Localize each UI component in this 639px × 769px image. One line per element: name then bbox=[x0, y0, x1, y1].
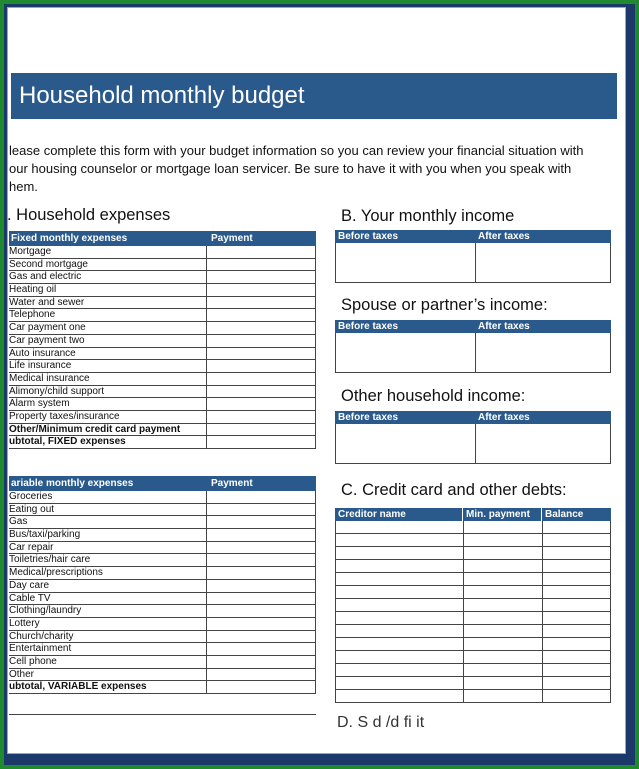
table-row bbox=[9, 529, 316, 542]
payment-cell[interactable] bbox=[207, 284, 316, 296]
expense-label: Eating out bbox=[9, 504, 207, 516]
table-row bbox=[9, 335, 316, 348]
balance-cell[interactable] bbox=[543, 612, 610, 624]
payment-cell[interactable] bbox=[207, 246, 316, 258]
header-payment: Payment bbox=[211, 478, 253, 489]
creditor-name-cell[interactable] bbox=[336, 625, 464, 637]
table-row bbox=[9, 398, 316, 411]
min-payment-cell[interactable] bbox=[464, 560, 543, 572]
monthly-income-table bbox=[335, 230, 611, 283]
balance-cell[interactable] bbox=[543, 677, 610, 689]
expense-label: Entertainment bbox=[9, 643, 207, 655]
min-payment-cell[interactable] bbox=[464, 612, 543, 624]
expense-label: Alarm system bbox=[9, 398, 207, 410]
table-row-bold bbox=[9, 681, 316, 694]
section-b-heading: B. Your monthly income bbox=[341, 207, 515, 225]
table-row-bold bbox=[9, 424, 316, 437]
after-taxes-cell[interactable] bbox=[476, 243, 610, 282]
payment-cell[interactable] bbox=[207, 335, 316, 347]
header-before-taxes: Before taxes bbox=[338, 321, 399, 332]
payment-cell[interactable] bbox=[207, 424, 316, 436]
page-title: Household monthly budget bbox=[19, 82, 305, 109]
payment-cell[interactable] bbox=[207, 373, 316, 385]
table-row-bold bbox=[9, 436, 316, 449]
table-row bbox=[335, 560, 611, 573]
balance-cell[interactable] bbox=[543, 638, 610, 650]
expense-label: Telephone bbox=[9, 309, 207, 321]
expense-label: ubtotal, FIXED expenses bbox=[9, 436, 207, 448]
section-d-heading-partial: D. S d /d fi it bbox=[337, 714, 425, 731]
variable-expenses-table bbox=[9, 476, 316, 694]
table-row bbox=[9, 643, 316, 656]
table-row bbox=[9, 246, 316, 259]
table-row bbox=[9, 618, 316, 631]
after-taxes-cell[interactable] bbox=[476, 424, 610, 463]
expense-label: Car payment one bbox=[9, 322, 207, 334]
creditor-name-cell[interactable] bbox=[336, 677, 464, 689]
creditor-name-cell[interactable] bbox=[336, 599, 464, 611]
other-income-table bbox=[335, 411, 611, 464]
table-row bbox=[9, 259, 316, 272]
payment-cell[interactable] bbox=[207, 580, 316, 592]
expense-label: Gas and electric bbox=[9, 271, 207, 283]
balance-cell[interactable] bbox=[543, 586, 610, 598]
payment-cell[interactable] bbox=[207, 529, 316, 541]
creditor-name-cell[interactable] bbox=[336, 651, 464, 663]
payment-cell[interactable] bbox=[207, 491, 316, 503]
table-row bbox=[9, 669, 316, 682]
table-row bbox=[9, 360, 316, 373]
expense-label: Car repair bbox=[9, 542, 207, 554]
other-income-heading: Other household income: bbox=[341, 387, 526, 405]
expense-label: Heating oil bbox=[9, 284, 207, 296]
table-row bbox=[9, 656, 316, 669]
table-row bbox=[9, 309, 316, 322]
header-payment: Payment bbox=[211, 233, 253, 244]
min-payment-cell[interactable] bbox=[464, 599, 543, 611]
min-payment-cell[interactable] bbox=[464, 573, 543, 585]
header-before-taxes: Before taxes bbox=[338, 231, 399, 242]
table-header bbox=[9, 476, 316, 491]
creditor-name-cell[interactable] bbox=[336, 612, 464, 624]
creditor-name-cell[interactable] bbox=[336, 521, 464, 533]
before-taxes-cell[interactable] bbox=[336, 424, 476, 463]
creditor-name-cell[interactable] bbox=[336, 638, 464, 650]
table-row bbox=[335, 586, 611, 599]
table-row bbox=[9, 605, 316, 618]
payment-cell[interactable] bbox=[207, 593, 316, 605]
payment-cell[interactable] bbox=[207, 348, 316, 360]
expense-label: Lottery bbox=[9, 618, 207, 630]
expense-label: Day care bbox=[9, 580, 207, 592]
credit-debts-table bbox=[335, 508, 611, 703]
expense-label: Medical/prescriptions bbox=[9, 567, 207, 579]
expense-label: Car payment two bbox=[9, 335, 207, 347]
table-row bbox=[9, 516, 316, 529]
expense-label: Bus/taxi/parking bbox=[9, 529, 207, 541]
expense-label: Other bbox=[9, 669, 207, 681]
balance-cell[interactable] bbox=[543, 651, 610, 663]
header-fixed-expenses: Fixed monthly expenses bbox=[11, 233, 128, 244]
balance-cell[interactable] bbox=[543, 625, 610, 637]
expense-label: Cable TV bbox=[9, 593, 207, 605]
table-row bbox=[335, 625, 611, 638]
balance-cell[interactable] bbox=[543, 521, 610, 533]
payment-cell[interactable] bbox=[207, 309, 316, 321]
payment-cell[interactable] bbox=[207, 631, 316, 643]
header-before-taxes: Before taxes bbox=[338, 412, 399, 423]
min-payment-cell[interactable] bbox=[464, 534, 543, 546]
min-payment-cell[interactable] bbox=[464, 586, 543, 598]
expense-label: Second mortgage bbox=[9, 259, 207, 271]
creditor-name-cell[interactable] bbox=[336, 560, 464, 572]
table-header bbox=[9, 231, 316, 246]
min-payment-cell[interactable] bbox=[464, 638, 543, 650]
balance-cell[interactable] bbox=[543, 534, 610, 546]
before-taxes-cell[interactable] bbox=[336, 333, 476, 372]
balance-cell[interactable] bbox=[543, 547, 610, 559]
min-payment-cell[interactable] bbox=[464, 521, 543, 533]
expense-label: Toiletries/hair care bbox=[9, 554, 207, 566]
table-row bbox=[9, 322, 316, 335]
table-row bbox=[9, 411, 316, 424]
section-c-heading: C. Credit card and other debts: bbox=[341, 481, 567, 499]
intro-line: our housing counselor or mortgage loan servicer. Be sure to have it with you when you speak with bbox=[9, 161, 572, 176]
expense-label: Gas bbox=[9, 516, 207, 528]
creditor-name-cell[interactable] bbox=[336, 586, 464, 598]
balance-cell[interactable] bbox=[543, 573, 610, 585]
expense-label: Clothing/laundry bbox=[9, 605, 207, 617]
header-after-taxes: After taxes bbox=[478, 231, 530, 242]
creditor-name-cell[interactable] bbox=[336, 690, 464, 702]
min-payment-cell[interactable] bbox=[464, 664, 543, 676]
expense-label: ubtotal, VARIABLE expenses bbox=[9, 681, 207, 693]
table-row bbox=[335, 534, 611, 547]
table-row bbox=[9, 593, 316, 606]
table-row bbox=[335, 638, 611, 651]
intro-paragraph bbox=[9, 142, 615, 196]
table-row bbox=[9, 491, 316, 504]
payment-cell[interactable] bbox=[207, 436, 316, 448]
table-row bbox=[335, 677, 611, 690]
balance-cell[interactable] bbox=[543, 560, 610, 572]
expense-label: Mortgage bbox=[9, 246, 207, 258]
header-variable-expenses: ariable monthly expenses bbox=[11, 478, 134, 489]
creditor-name-cell[interactable] bbox=[336, 573, 464, 585]
payment-cell[interactable] bbox=[207, 504, 316, 516]
payment-cell[interactable] bbox=[207, 554, 316, 566]
table-header bbox=[335, 508, 611, 521]
table-row bbox=[9, 504, 316, 517]
intro-line: hem. bbox=[9, 179, 38, 194]
table-row bbox=[9, 567, 316, 580]
expense-label: Alimony/child support bbox=[9, 386, 207, 398]
expense-label: Church/charity bbox=[9, 631, 207, 643]
table-row bbox=[335, 664, 611, 677]
payment-cell[interactable] bbox=[207, 411, 316, 423]
balance-cell[interactable] bbox=[543, 664, 610, 676]
min-payment-cell[interactable] bbox=[464, 651, 543, 663]
min-payment-cell[interactable] bbox=[464, 625, 543, 637]
payment-cell[interactable] bbox=[207, 360, 316, 372]
table-row bbox=[9, 284, 316, 297]
table-row bbox=[9, 271, 316, 284]
payment-cell[interactable] bbox=[207, 297, 316, 309]
table-row bbox=[335, 573, 611, 586]
payment-cell[interactable] bbox=[207, 516, 316, 528]
header-balance: Balance bbox=[545, 509, 584, 520]
expense-label: Life insurance bbox=[9, 360, 207, 372]
min-payment-cell[interactable] bbox=[464, 690, 543, 702]
table-row bbox=[9, 580, 316, 593]
expense-label: Other/Minimum credit card payment bbox=[9, 424, 207, 436]
creditor-name-cell[interactable] bbox=[336, 547, 464, 559]
min-payment-cell[interactable] bbox=[464, 677, 543, 689]
payment-cell[interactable] bbox=[207, 656, 316, 668]
header-creditor-name: Creditor name bbox=[335, 508, 463, 521]
expense-label: Water and sewer bbox=[9, 297, 207, 309]
header-after-taxes: After taxes bbox=[478, 321, 530, 332]
table-row bbox=[9, 631, 316, 644]
payment-cell[interactable] bbox=[207, 669, 316, 681]
payment-cell[interactable] bbox=[207, 605, 316, 617]
expense-label: Property taxes/insurance bbox=[9, 411, 207, 423]
creditor-name-cell[interactable] bbox=[336, 664, 464, 676]
table-row bbox=[9, 542, 316, 555]
expense-label: Medical insurance bbox=[9, 373, 207, 385]
payment-cell[interactable] bbox=[207, 542, 316, 554]
divider bbox=[9, 714, 316, 715]
table-row bbox=[335, 612, 611, 625]
payment-cell[interactable] bbox=[207, 386, 316, 398]
section-a-heading: . Household expenses bbox=[7, 206, 171, 224]
payment-cell[interactable] bbox=[207, 271, 316, 283]
table-row bbox=[9, 297, 316, 310]
spouse-income-heading: Spouse or partner’s income: bbox=[341, 296, 548, 314]
table-row bbox=[335, 651, 611, 664]
payment-cell[interactable] bbox=[207, 643, 316, 655]
table-row bbox=[335, 547, 611, 560]
table-row bbox=[335, 599, 611, 612]
expense-label: Cell phone bbox=[9, 656, 207, 668]
balance-cell[interactable] bbox=[543, 599, 610, 611]
expense-label: Auto insurance bbox=[9, 348, 207, 360]
fixed-expenses-table bbox=[9, 231, 316, 449]
before-taxes-cell[interactable] bbox=[336, 243, 476, 282]
balance-cell[interactable] bbox=[543, 690, 610, 702]
table-row bbox=[335, 690, 611, 703]
table-row bbox=[9, 348, 316, 361]
after-taxes-cell[interactable] bbox=[476, 333, 610, 372]
header-min-payment: Min. payment bbox=[463, 508, 542, 521]
payment-cell[interactable] bbox=[207, 322, 316, 334]
payment-cell[interactable] bbox=[207, 618, 316, 630]
table-row bbox=[9, 373, 316, 386]
table-row bbox=[335, 521, 611, 534]
table-row bbox=[9, 554, 316, 567]
intro-line: lease complete this form with your budget information so you can review your financial situation with bbox=[9, 143, 584, 158]
expense-label: Groceries bbox=[9, 491, 207, 503]
min-payment-cell[interactable] bbox=[464, 547, 543, 559]
payment-cell[interactable] bbox=[207, 398, 316, 410]
payment-cell[interactable] bbox=[207, 681, 316, 693]
header-after-taxes: After taxes bbox=[478, 412, 530, 423]
creditor-name-cell[interactable] bbox=[336, 534, 464, 546]
payment-cell[interactable] bbox=[207, 567, 316, 579]
payment-cell[interactable] bbox=[207, 259, 316, 271]
table-row bbox=[9, 386, 316, 399]
spouse-income-table bbox=[335, 320, 611, 373]
